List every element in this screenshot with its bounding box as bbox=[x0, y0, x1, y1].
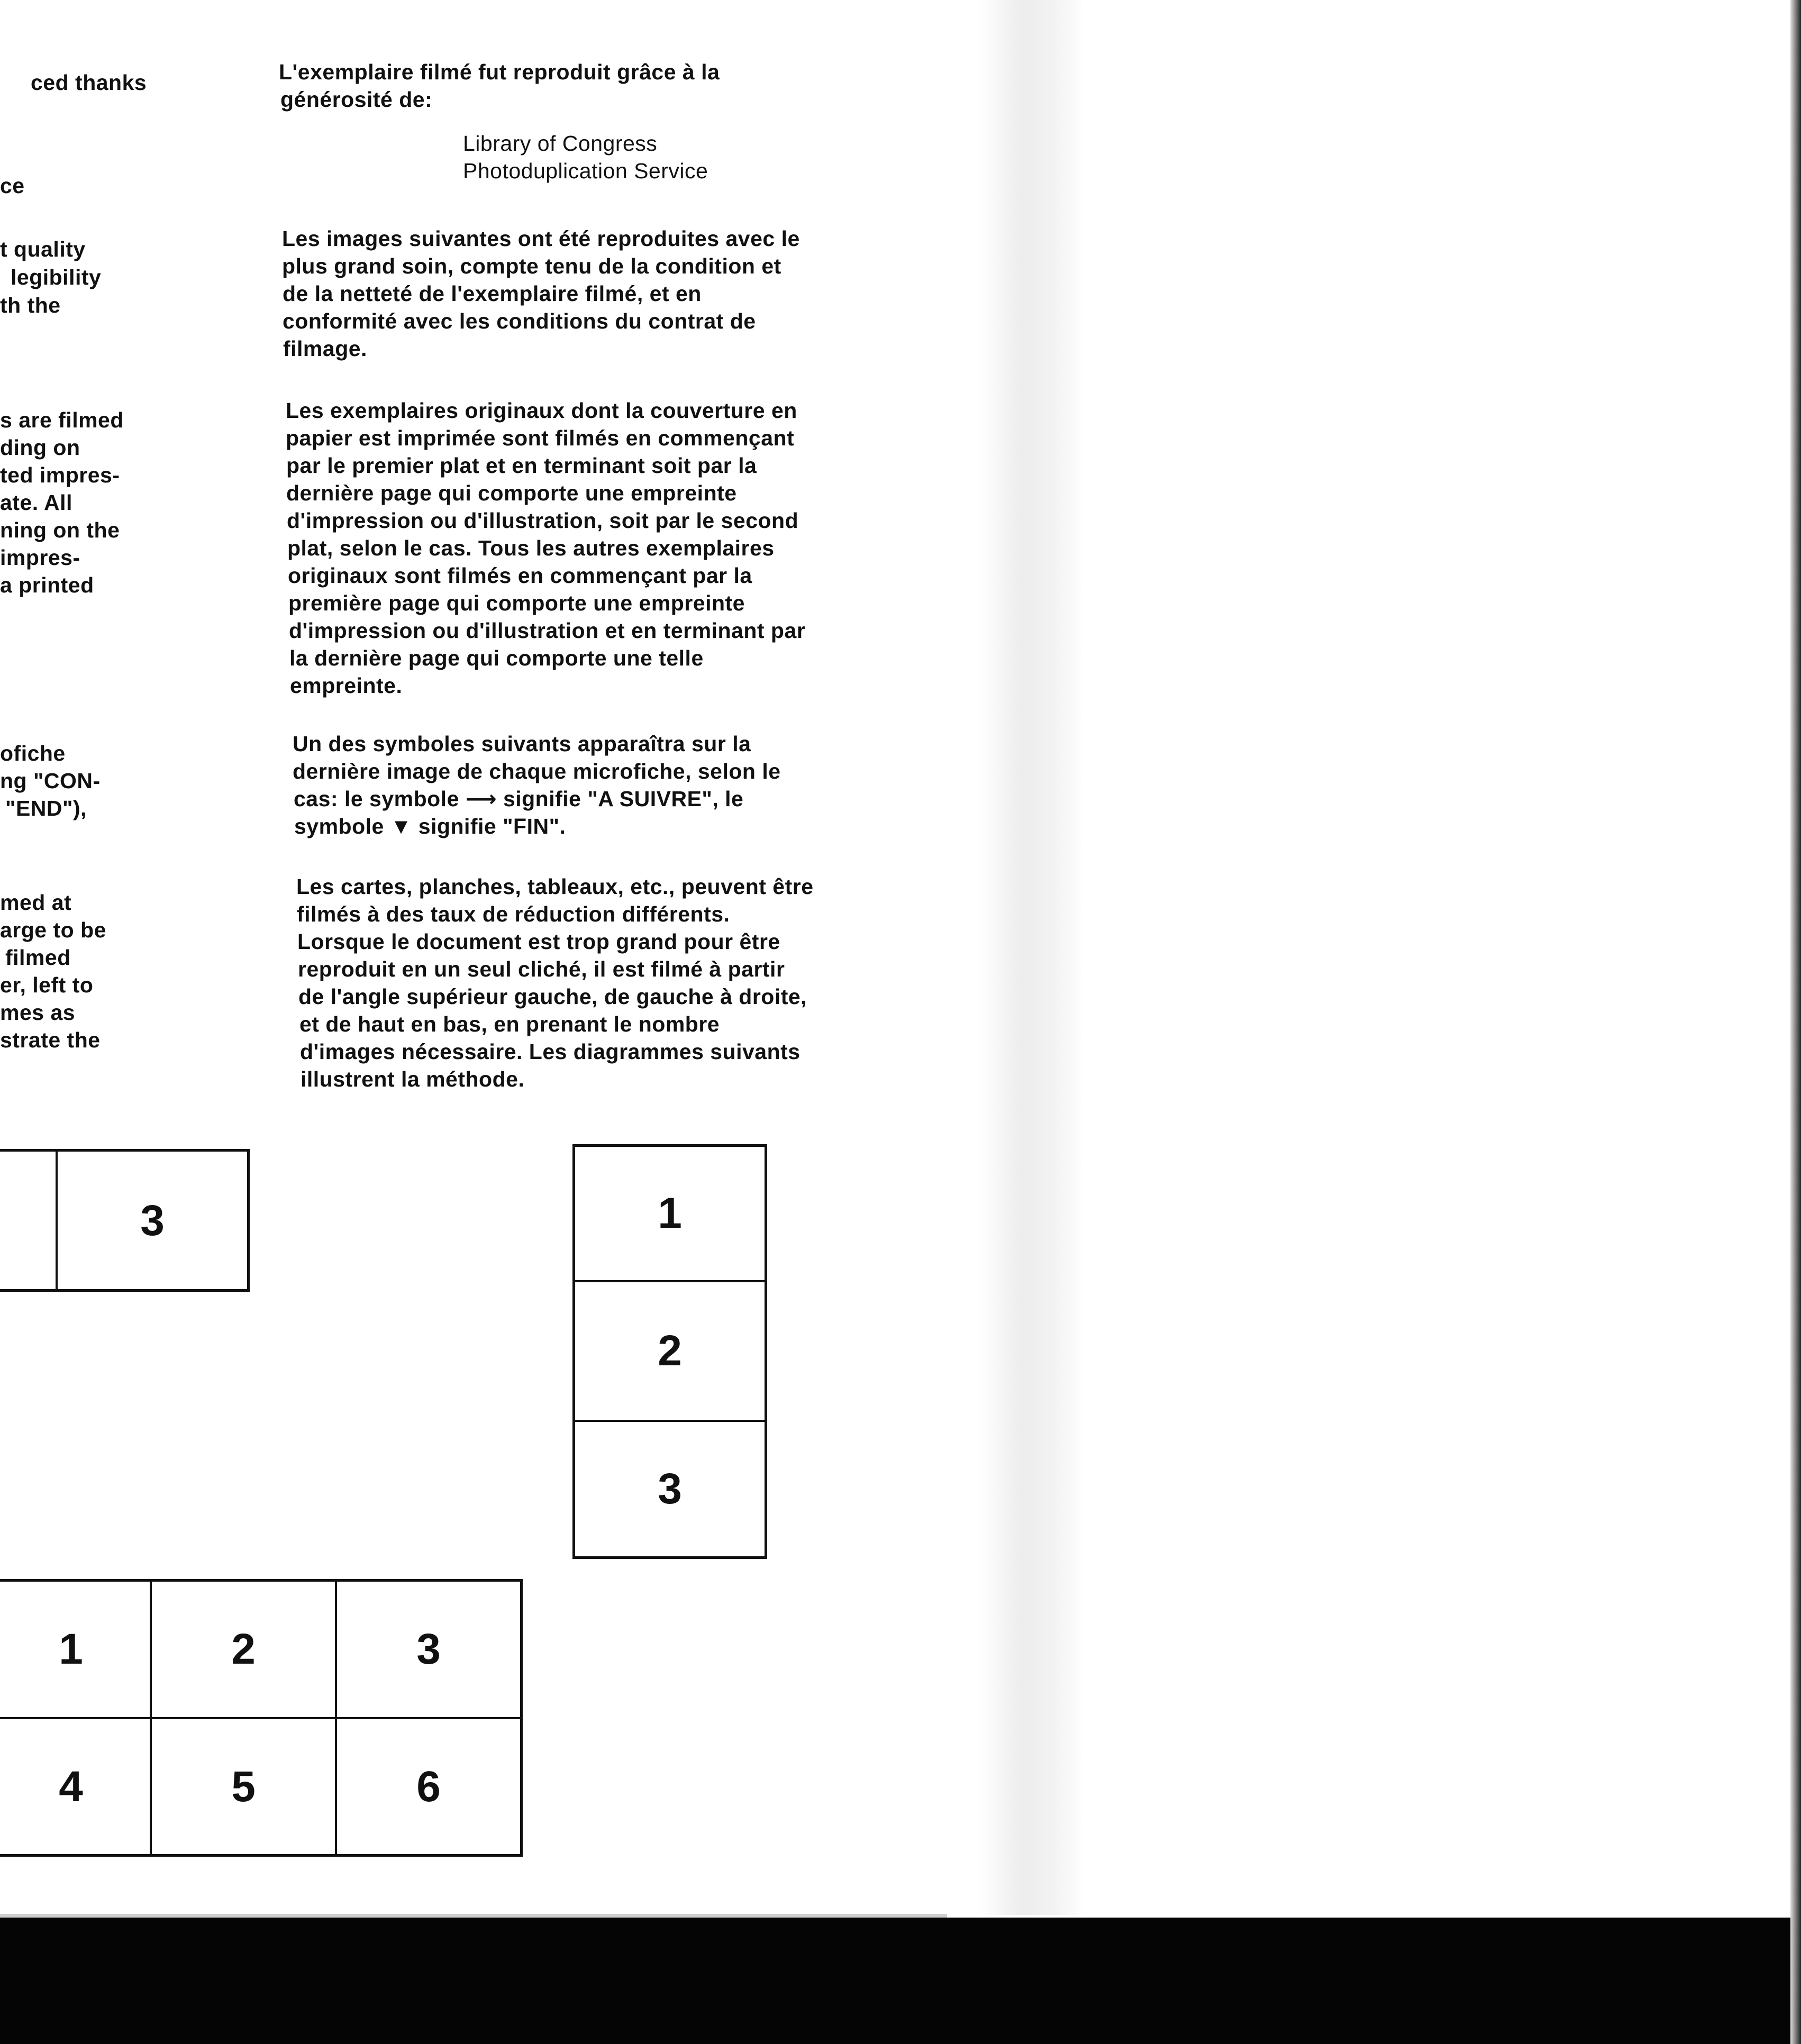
paragraph-line: plat, selon le cas. Tous les autres exemplaires bbox=[287, 536, 775, 560]
intro-line: générosité de: bbox=[280, 87, 433, 112]
paragraph-line: première page qui comporte une empreinte bbox=[288, 591, 745, 615]
paragraph-line: la dernière page qui comporte une telle bbox=[289, 646, 704, 670]
paragraph-line: d'impression ou d'illustration, soit par le second bbox=[287, 508, 799, 533]
paragraph-line: et de haut en bas, en prenant le nombre bbox=[299, 1012, 720, 1036]
paragraph-line: Lorsque le document est trop grand pour être bbox=[297, 929, 780, 954]
paragraph-line: dernière image de chaque microfiche, selon le bbox=[293, 759, 781, 783]
paragraph-line: reproduit en un seul cliché, il est filmé à partir bbox=[298, 957, 785, 981]
paragraph-line: dernière page qui comporte une empreinte bbox=[286, 481, 737, 505]
diagram-cell: 4 bbox=[59, 1762, 83, 1811]
diagram-cell: 2 bbox=[658, 1327, 682, 1375]
paragraph-line: Les cartes, planches, tableaux, etc., peuvent être bbox=[296, 874, 814, 899]
left-fragment: ofiche bbox=[0, 741, 66, 765]
left-fragment: ce bbox=[0, 174, 25, 198]
diagram-cell: 3 bbox=[416, 1625, 441, 1673]
left-fragment: "END"), bbox=[5, 796, 87, 820]
institution-service: Photoduplication Service bbox=[463, 159, 708, 183]
left-fragment: med at bbox=[0, 890, 72, 915]
left-fragment: t quality bbox=[0, 237, 86, 261]
left-fragment: legibility bbox=[11, 265, 102, 289]
paragraph-line: d'impression ou d'illustration et en terminant par bbox=[289, 618, 806, 643]
scan-right-border bbox=[1790, 0, 1801, 2044]
paragraph-line: Un des symboles suivants apparaîtra sur la bbox=[293, 732, 751, 756]
left-fragment: impres- bbox=[0, 545, 80, 570]
left-fragment: th the bbox=[0, 293, 61, 317]
diagram-cell: 6 bbox=[416, 1762, 441, 1811]
paragraph-line: originaux sont filmés en commençant par la bbox=[288, 563, 752, 588]
paragraph-line: filmés à des taux de réduction différents. bbox=[297, 902, 730, 926]
left-fragment: arge to be bbox=[0, 918, 106, 942]
left-fragment: s are filmed bbox=[0, 408, 124, 432]
paragraph-line: de la netteté de l'exemplaire filmé, et en bbox=[283, 281, 702, 306]
left-fragment: strate the bbox=[0, 1028, 101, 1052]
diagram-row-partial bbox=[0, 1149, 250, 1292]
diagram-cell: 3 bbox=[658, 1465, 682, 1513]
paragraph-line: plus grand soin, compte tenu de la condition et bbox=[282, 254, 781, 278]
diagram-cell: 5 bbox=[231, 1762, 256, 1811]
paragraph-line: papier est imprimée sont filmés en commençant bbox=[286, 426, 795, 450]
diagram-grid bbox=[0, 1579, 523, 1857]
institution-name: Library of Congress bbox=[463, 131, 658, 156]
diagram-cell: 1 bbox=[658, 1189, 682, 1237]
left-fragment: mes as bbox=[0, 1000, 76, 1025]
paragraph-line: d'images nécessaire. Les diagrammes suivants bbox=[300, 1039, 801, 1064]
paragraph-line: conformité avec les conditions du contrat de bbox=[283, 309, 756, 333]
left-fragment: filmed bbox=[5, 945, 71, 970]
scan-bottom-border bbox=[0, 1918, 1801, 2044]
paragraph-line: illustrent la méthode. bbox=[301, 1067, 525, 1091]
intro-line: L'exemplaire filmé fut reproduit grâce à la bbox=[279, 60, 720, 84]
diagram-cell: 1 bbox=[59, 1625, 83, 1673]
diagram-cell: 2 bbox=[231, 1625, 256, 1673]
paragraph-line: Les images suivantes ont été reproduites avec le bbox=[282, 226, 800, 251]
diagram-column bbox=[572, 1144, 767, 1559]
paragraph-line: empreinte. bbox=[290, 673, 403, 698]
paragraph-line: cas: le symbole ⟶ signifie "A SUIVRE", le bbox=[294, 787, 744, 811]
paragraph-line: par le premier plat et en terminant soit par la bbox=[286, 453, 757, 478]
left-fragment: ding on bbox=[0, 435, 80, 460]
left-fragment: ted impres- bbox=[0, 463, 120, 487]
left-fragment: ning on the bbox=[0, 518, 120, 542]
paragraph-line: filmage. bbox=[283, 336, 367, 361]
left-fragment: a printed bbox=[0, 573, 94, 597]
paragraph-line: Les exemplaires originaux dont la couverture en bbox=[286, 398, 797, 423]
paragraph-line: de l'angle supérieur gauche, de gauche à droite, bbox=[298, 984, 807, 1009]
left-fragment: ate. All bbox=[0, 490, 72, 515]
diagram-cell: 3 bbox=[140, 1197, 165, 1245]
left-fragment: ng "CON- bbox=[0, 769, 101, 793]
left-fragment: ced thanks bbox=[31, 70, 147, 95]
page-gutter-shadow bbox=[979, 0, 1085, 1915]
left-fragment: er, left to bbox=[0, 973, 94, 997]
paragraph-line: symbole ▼ signifie "FIN". bbox=[294, 814, 566, 838]
